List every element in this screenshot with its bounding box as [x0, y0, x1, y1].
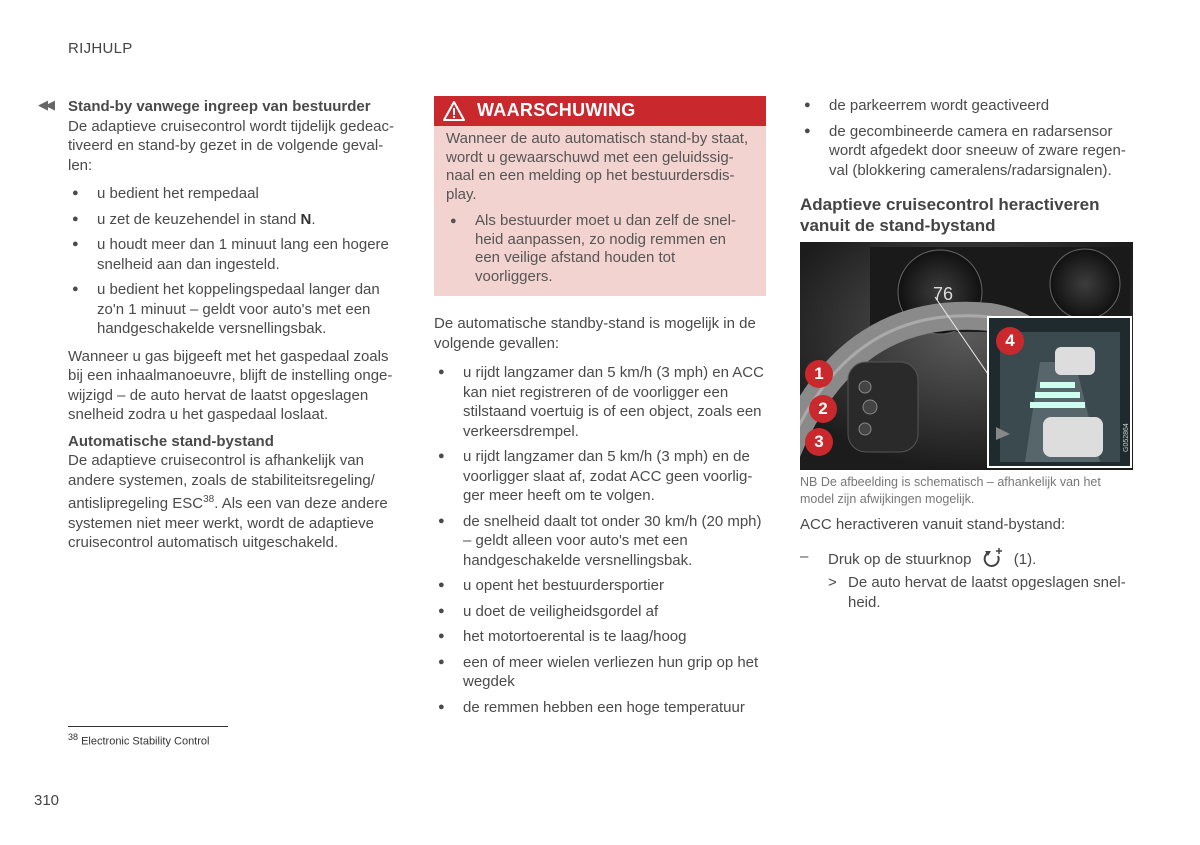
- gear-position-n: N: [300, 210, 312, 228]
- callout-1: 1: [805, 360, 833, 388]
- bullet-icon: ●: [72, 238, 79, 250]
- paragraph-intro: De adaptieve cruisecontrol wordt tijdelijk gedeac-tiveerd en stand-by gezet in de volgende geval-len:: [68, 117, 395, 174]
- bullet-icon: ●: [438, 579, 445, 591]
- bullet-icon: ●: [450, 215, 457, 227]
- list-item: ● u rijdt langzamer dan 5 km/h (3 mph) en ACC kan niet registreren of de voorligger een stilstaand voertuig is of een object, zoals een verkeersdrempel.: [438, 364, 764, 440]
- bullet-icon: ●: [804, 124, 811, 137]
- warning-box: [434, 96, 766, 296]
- footnote-divider: [68, 726, 228, 727]
- list-item: ● de gecombineerde camera en radarsensor wordt afgedekt door sneeuw of zware regen-val (blokkering cameralens/radarsignalen).: [804, 122, 1126, 179]
- continued-from-previous-icon: ◀◀: [38, 97, 52, 112]
- heading-standby-driver: Stand-by vanwege ingreep van bestuurder: [68, 98, 371, 115]
- warning-text: Wanneer de auto automatisch stand-by staat, wordt u gewaarschuwd met een geluidssig-naal en een melding op het bestuurdersdis-play.: [446, 130, 749, 203]
- page-number: 310: [34, 792, 60, 809]
- bullet-icon: ●: [438, 366, 445, 378]
- list-item: ● u rijdt langzamer dan 5 km/h (3 mph) en de voorligger slaat af, zodat ACC geen voorlig-ger meer heeft om te volgen.: [438, 448, 753, 504]
- warning-body: [434, 126, 766, 296]
- warning-triangle-icon: [443, 101, 465, 121]
- paragraph-auto-standby: De adaptieve cruisecontrol is afhankelijk van andere systemen, zoals de stabiliteitsregeling/ antislipregeling ESC$^{38}$. Als een van deze andere systemen niet meer werkt, wordt de adaptieve cruisecontrol automatisch uitgeschakeld.: [68, 452, 388, 551]
- column-right: [800, 96, 1134, 612]
- bullet-icon: ●: [72, 283, 79, 295]
- warning-list-item: ● Als bestuurder moet u dan zelf de snel-heid aanpassen, zo nodig remmen en een veilige afstand houden tot voorliggers.: [450, 212, 736, 285]
- list-item: ● u bedient het koppelingspedaal langer dan zo'n 1 minuut – geldt voor auto's met een handgeschakelde versnellingsbak.: [72, 281, 380, 337]
- column-middle: [434, 96, 766, 723]
- dash-marker: –: [800, 547, 809, 565]
- paragraph-gas: Wanneer u gas bijgeeft met het gaspedaal zoals bij een inhaalmanoeuvre, blijft de instelling onge-wijzigd – de auto hervat de laatst opgeslagen snelheid zodra u het gaspedaal loslaat.: [68, 347, 393, 423]
- warning-header: [434, 96, 766, 126]
- column-left: [68, 97, 403, 560]
- bullet-icon: ●: [438, 655, 445, 668]
- list-item: ● de remmen hebben een hoge temperatuur: [438, 698, 745, 716]
- bullet-icon: ●: [438, 630, 445, 642]
- paragraph-acc-intro: ACC heractiveren vanuit stand-bystand:: [800, 516, 1066, 533]
- callout-2: 2: [809, 395, 837, 423]
- bullet-icon: ●: [438, 450, 445, 462]
- bullet-icon: ●: [72, 212, 79, 225]
- tachometer-dial: [1050, 249, 1120, 319]
- bullet-icon: ●: [72, 187, 79, 199]
- paragraph-standby-intro: De automatische standby-stand is mogelijk in de volgende gevallen:: [434, 315, 756, 352]
- bullet-icon: ●: [804, 99, 811, 111]
- warning-title: WAARSCHUWING: [477, 100, 636, 121]
- list-item: ● de parkeerrem wordt geactiveerd: [804, 97, 1050, 114]
- heading-auto-standby: Automatische stand-bystand: [68, 432, 274, 450]
- step-result: > De auto hervat de laatst opgeslagen snel-heid.: [828, 574, 1126, 611]
- bullet-icon: ●: [438, 700, 445, 713]
- heading-reactivate: Adaptieve cruisecontrol heractiveren vanuit de stand-bystand: [800, 195, 1100, 235]
- list-item: ● een of meer wielen verliezen hun grip op het wegdek: [438, 653, 759, 690]
- list-item: ● u opent het bestuurdersportier: [438, 577, 664, 594]
- image-code: G052864: [1123, 423, 1130, 452]
- speed-readout: 76: [932, 284, 954, 304]
- list-item: ● de snelheid daalt tot onder 30 km/h (20 mph) – geldt alleen voor auto's met een handgeschakelde versnellingsbak.: [438, 512, 762, 569]
- section-title: RIJHULP: [68, 40, 133, 57]
- list-item: ● u bedient het rempedaal: [72, 185, 259, 202]
- footnote-ref[interactable]: 38: [203, 494, 215, 505]
- bullet-icon: ●: [438, 514, 445, 527]
- footnote: $^{38}$ Electronic Stability Control: [68, 732, 210, 748]
- list-item: ● u doet de veiligheidsgordel af: [438, 602, 659, 620]
- callout-3: 3: [805, 428, 833, 456]
- bullet-icon: ●: [438, 604, 445, 617]
- callout-4: 4: [996, 327, 1024, 355]
- dashboard-drawing: [800, 242, 1133, 470]
- list-item: ● u zet de keuzehendel in stand N.: [72, 210, 316, 228]
- steering-wheel-illustration: [800, 242, 1133, 470]
- list-item: ● u houdt meer dan 1 minuut lang een hogere snelheid aan dan ingesteld.: [72, 236, 389, 273]
- resume-button-icon: [982, 547, 1004, 567]
- step-item: – Druk op de stuurknop (1).: [800, 547, 1037, 568]
- image-caption: NB De afbeelding is schematisch – afhankelijk van het model zijn afwijkingen mogelijk.: [800, 475, 1101, 506]
- result-marker: >: [828, 574, 837, 591]
- list-item: ● het motortoerental is te laag/hoog: [438, 628, 687, 645]
